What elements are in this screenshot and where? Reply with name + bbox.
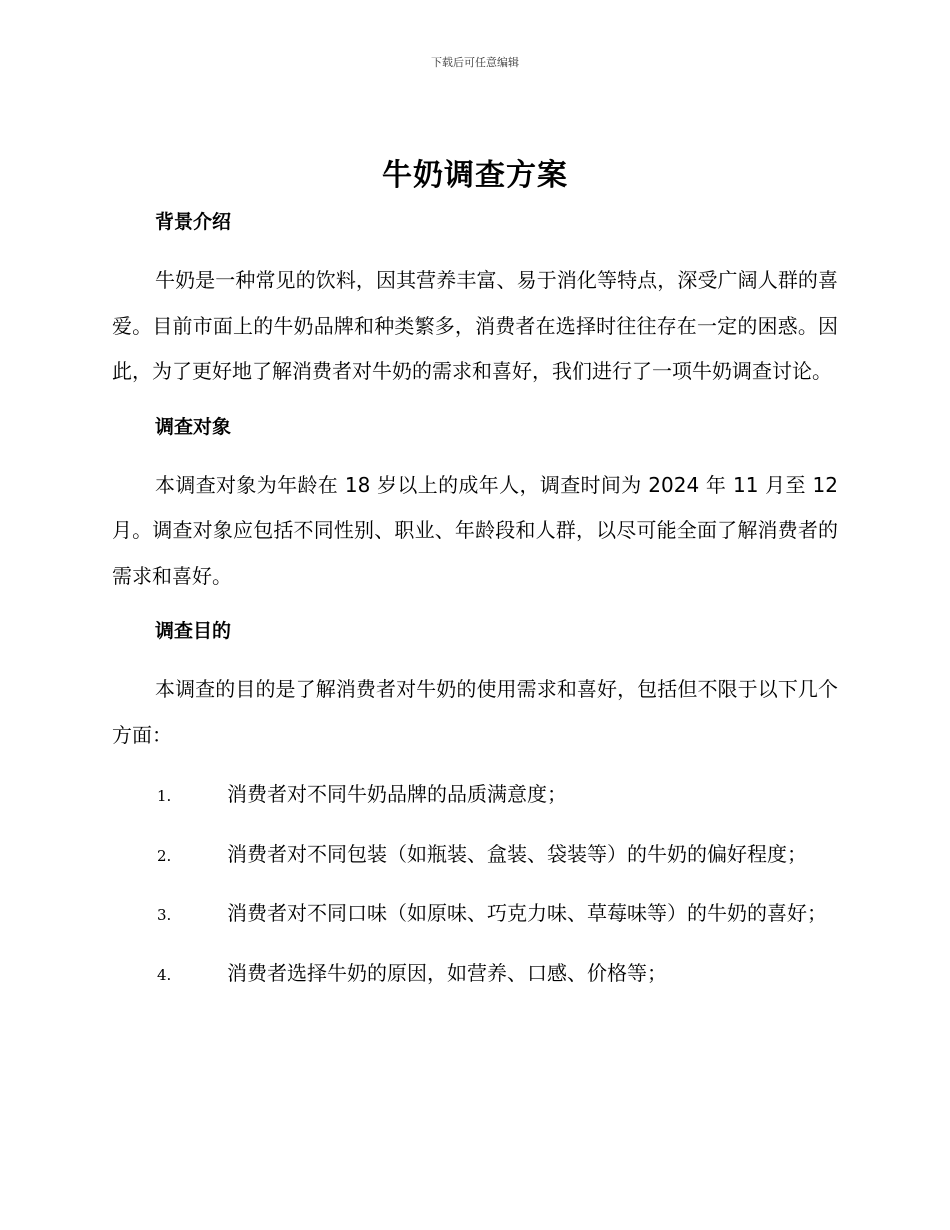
list-number: 3.: [157, 906, 172, 924]
list-number: 1.: [157, 787, 172, 805]
list-text: 消费者对不同口味（如原味、巧克力味、草莓味等）的牛奶的喜好；: [227, 901, 827, 925]
list-number: 2.: [157, 846, 172, 865]
document-body: [112, 204, 838, 1010]
section-heading: 背景介绍: [155, 211, 232, 233]
paragraph: 本调查的目的是了解消费者对牛奶的使用需求和喜好，包括但不限于以下几个方面：: [112, 677, 838, 747]
section-subjects: [112, 409, 838, 600]
document-title: 牛奶调查方案: [382, 158, 568, 193]
list-item: [112, 951, 838, 999]
header-note: 下载后可任意编辑: [431, 56, 519, 69]
list-text: 消费者对不同牛奶品牌的品质满意度；: [227, 782, 567, 806]
list-text: 消费者对不同包装（如瓶装、盒装、袋装等）的牛奶的偏好程度；: [227, 841, 807, 866]
section-background: [112, 204, 838, 395]
list-item: [112, 832, 838, 880]
section-purpose: [112, 613, 838, 998]
paragraph: 本调查对象为年龄在 18 岁以上的成年人，调查时间为 2024 年 11 月至 12 月。调查对象应包括不同性别、职业、年龄段和人群，以尽可能全面了解消费者的需求和喜好。: [112, 472, 838, 588]
section-heading: 调查目的: [155, 620, 232, 642]
list-text: 消费者选择牛奶的原因，如营养、口感、价格等；: [227, 960, 667, 985]
list-item: [112, 772, 838, 820]
list-item: [112, 891, 838, 939]
paragraph: 牛奶是一种常见的饮料，因其营养丰富、易于消化等特点，深受广阔人群的喜爱。目前市面上的牛奶品牌和种类繁多，消费者在选择时往往存在一定的困惑。因此，为了更好地了解消费者对牛奶的需求和喜好，我们进行了一项牛奶调查讨论。: [112, 268, 838, 383]
section-heading: 调查对象: [155, 415, 232, 438]
list-number: 4.: [157, 965, 172, 984]
